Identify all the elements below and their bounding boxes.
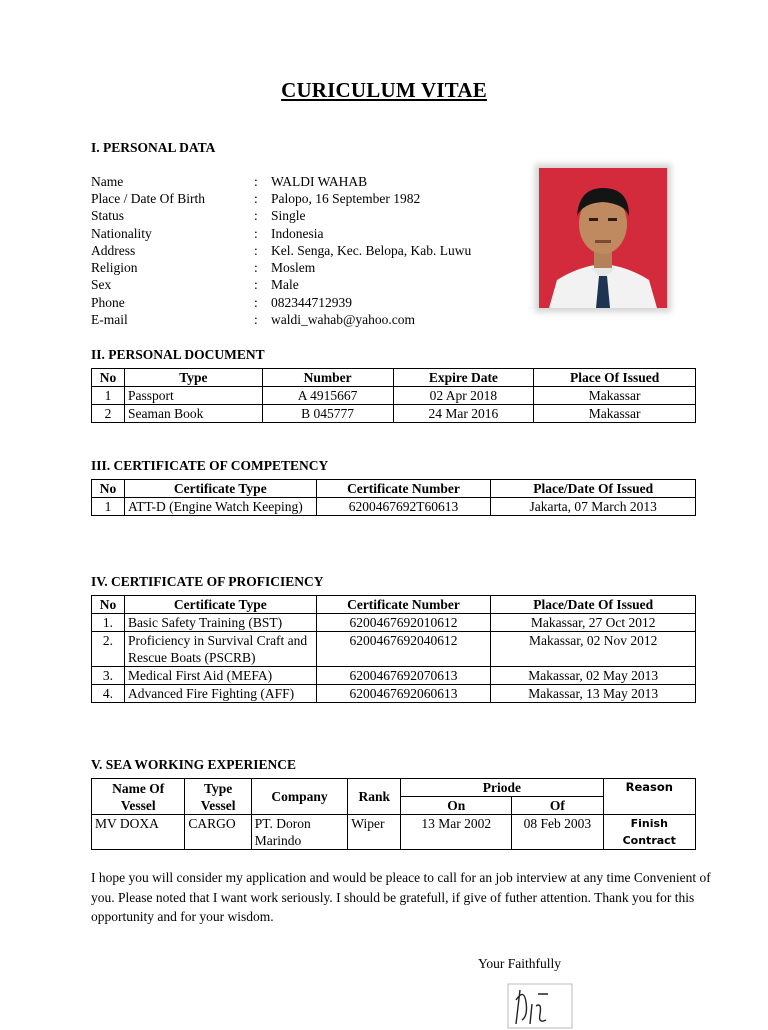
table-row	[92, 498, 696, 516]
field-value: Palopo, 16 September 1982	[271, 191, 421, 206]
cell: Makassar, 13 May 2013	[491, 685, 696, 703]
cell: Makassar	[534, 405, 696, 423]
column-header: Rank	[348, 779, 401, 815]
cell: Makassar, 27 Oct 2012	[491, 614, 696, 632]
colon: :	[254, 174, 258, 189]
colon: :	[254, 260, 258, 275]
colon: :	[254, 312, 258, 327]
field-value: Male	[271, 277, 299, 292]
column-header: Certificate Type	[124, 480, 316, 498]
cell: Seaman Book	[124, 405, 262, 423]
column-header: Type	[124, 369, 262, 387]
column-header: No	[92, 369, 125, 387]
field-label: Sex	[91, 277, 112, 292]
column-header: Certificate Type	[124, 596, 316, 614]
competency-table	[91, 479, 696, 516]
cell: 24 Mar 2016	[393, 405, 534, 423]
cell: CARGO	[185, 815, 251, 850]
column-header: Place/Date Of Issued	[491, 596, 696, 614]
field-value: WALDI WAHAB	[271, 174, 368, 189]
profile-photo	[539, 168, 667, 308]
column-header: Certificate Number	[316, 480, 491, 498]
column-header: Type Vessel	[185, 779, 251, 815]
field-value: 082344712939	[271, 295, 352, 310]
table-row	[92, 614, 696, 632]
cell: Makassar	[534, 387, 696, 405]
colon: :	[254, 226, 258, 241]
field-value: Single	[271, 208, 306, 223]
personal-row-address	[91, 242, 531, 259]
column-header: On	[401, 797, 512, 815]
cell: Basic Safety Training (BST)	[124, 614, 316, 632]
table-header-row	[92, 480, 696, 498]
column-header: Priode	[401, 779, 603, 797]
cell: 02 Apr 2018	[393, 387, 534, 405]
personal-row-sex	[91, 276, 531, 293]
cell: Medical First Aid (MEFA)	[124, 667, 316, 685]
cell: Jakarta, 07 March 2013	[491, 498, 696, 516]
personal-row-birth	[91, 190, 531, 207]
table-header-row	[92, 369, 696, 387]
cell: Makassar, 02 Nov 2012	[491, 632, 696, 667]
cell: 2.	[92, 632, 125, 667]
column-header: Number	[262, 369, 393, 387]
cell: Advanced Fire Fighting (AFF)	[124, 685, 316, 703]
table-row	[92, 685, 696, 703]
colon: :	[254, 243, 258, 258]
cell: MV DOXA	[92, 815, 185, 850]
colon: :	[254, 191, 258, 206]
cell: 4.	[92, 685, 125, 703]
cell: A 4915667	[262, 387, 393, 405]
field-value: Kel. Senga, Kec. Belopa, Kab. Luwu	[271, 243, 472, 258]
personal-row-religion	[91, 259, 531, 276]
portrait-image	[539, 168, 667, 308]
experience-table	[91, 778, 696, 850]
cell: PT. Doron Marindo	[251, 815, 348, 850]
field-label: Religion	[91, 260, 138, 275]
column-header: Place/Date Of Issued	[491, 480, 696, 498]
colon: :	[254, 295, 258, 310]
field-value: Moslem	[271, 260, 316, 275]
table-header-row	[92, 596, 696, 614]
personal-row-status	[91, 207, 531, 224]
cell: 6200467692040612	[316, 632, 491, 667]
page-title: CURICULUM VITAE	[281, 78, 487, 102]
personal-row-name	[91, 173, 531, 190]
field-label: Status	[91, 208, 125, 223]
column-header: Certificate Number	[316, 596, 491, 614]
table-row	[92, 815, 696, 850]
column-header: No	[92, 480, 125, 498]
column-header: Name Of Vessel	[92, 779, 185, 815]
column-header: Place Of Issued	[534, 369, 696, 387]
cell: Makassar, 02 May 2013	[491, 667, 696, 685]
cell: 13 Mar 2002	[401, 815, 512, 850]
field-label: Name	[91, 174, 124, 189]
section-personal-document: II. PERSONAL DOCUMENT	[91, 347, 265, 362]
column-header: Expire Date	[393, 369, 534, 387]
proficiency-table	[91, 595, 696, 703]
cell: 1	[92, 498, 125, 516]
field-label: Phone	[91, 295, 125, 310]
cell: Wiper	[348, 815, 401, 850]
table-header-row	[92, 779, 696, 797]
table-row	[92, 387, 696, 405]
table-row	[92, 632, 696, 667]
cell: 08 Feb 2003	[512, 815, 603, 850]
section-competency: III. CERTIFICATE OF COMPETENCY	[91, 458, 329, 473]
field-label: E-mail	[91, 312, 128, 327]
section-experience: V. SEA WORKING EXPERIENCE	[91, 757, 297, 772]
table-row	[92, 405, 696, 423]
closing-paragraph: I hope you will consider my application and would be pleace to call for an job interview at any time Convenient of you. Please noted that I want work seriously. I should be gratefull, if give of futher attention. Thank you for this opportunity and for your wisdom.	[91, 870, 711, 924]
cell: ATT-D (Engine Watch Keeping)	[124, 498, 316, 516]
field-label: Nationality	[91, 226, 152, 241]
cell: Proficiency in Survival Craft and Rescue Boats (PSCRB)	[124, 632, 316, 667]
cell: Passport	[124, 387, 262, 405]
closing-text: Your Faithfully	[478, 956, 562, 971]
column-header: Of	[512, 797, 603, 815]
field-value: waldi_wahab@yahoo.com	[271, 312, 416, 327]
field-value: Indonesia	[271, 226, 324, 241]
field-label: Place / Date Of Birth	[91, 191, 205, 206]
cell: 6200467692060613	[316, 685, 491, 703]
cell: 1.	[92, 614, 125, 632]
personal-row-nationality	[91, 225, 531, 242]
section-personal-data: I. PERSONAL DATA	[91, 140, 216, 155]
cell: 6200467692010612	[316, 614, 491, 632]
colon: :	[254, 277, 258, 292]
cell: Finish Contract	[603, 815, 695, 850]
personal-row-email	[91, 311, 531, 328]
signature-image	[502, 980, 582, 1030]
cell: 3.	[92, 667, 125, 685]
table-row	[92, 667, 696, 685]
cell: B 045777	[262, 405, 393, 423]
cell: 6200467692T60613	[316, 498, 491, 516]
section-proficiency: IV. CERTIFICATE OF PROFICIENCY	[91, 574, 324, 589]
column-header: No	[92, 596, 125, 614]
documents-table	[91, 368, 696, 423]
column-header: Company	[251, 779, 348, 815]
personal-row-phone	[91, 294, 531, 311]
cell: 1	[92, 387, 125, 405]
column-header: Reason	[603, 779, 695, 815]
cell: 6200467692070613	[316, 667, 491, 685]
colon: :	[254, 208, 258, 223]
field-label: Address	[91, 243, 136, 258]
cell: 2	[92, 405, 125, 423]
